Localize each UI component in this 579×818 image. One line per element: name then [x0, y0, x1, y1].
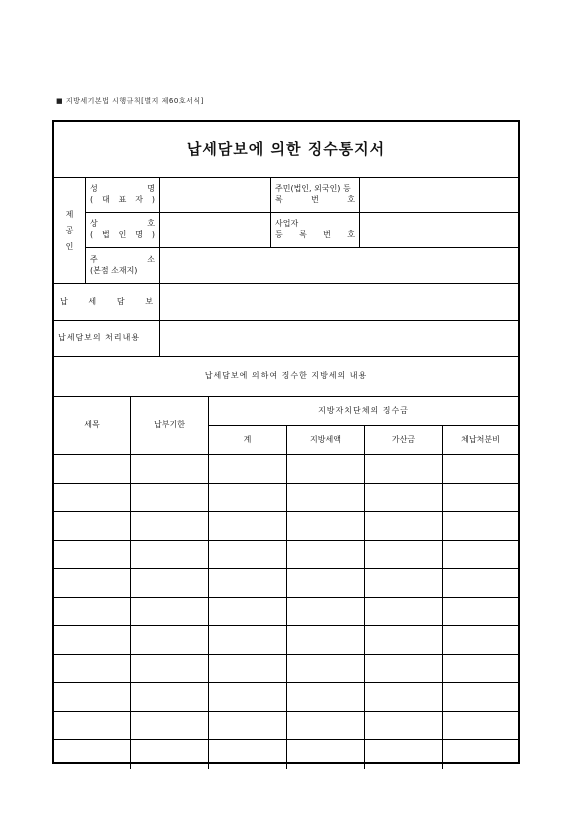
label-char: ) — [151, 230, 155, 239]
table-cell[interactable] — [443, 598, 518, 627]
name-label — [86, 178, 160, 213]
table-cell[interactable] — [54, 512, 131, 541]
table-cell[interactable] — [54, 569, 131, 598]
section-title: 납세담보에 의하여 징수한 지방세의 내용 — [54, 357, 518, 397]
table-cell[interactable] — [54, 626, 131, 655]
table-cell[interactable] — [209, 569, 287, 598]
table-cell[interactable] — [287, 455, 365, 484]
table-cell[interactable] — [54, 683, 131, 712]
address-label — [86, 248, 160, 284]
header-collection-group: 지방자치단체의 징수금 — [209, 397, 518, 426]
table-cell[interactable] — [365, 598, 443, 627]
table-cell[interactable] — [131, 569, 209, 598]
company-label-line1 — [90, 219, 155, 230]
table-cell[interactable] — [209, 655, 287, 684]
table-cell[interactable] — [365, 569, 443, 598]
label-char: ( — [90, 230, 94, 239]
label-char: 납 — [60, 296, 68, 306]
name-field[interactable] — [160, 178, 271, 213]
label-char: 자 — [135, 195, 143, 204]
table-cell[interactable] — [287, 712, 365, 741]
label-char: 성 — [90, 184, 98, 194]
label-char: 보 — [145, 296, 153, 306]
table-cell[interactable] — [131, 655, 209, 684]
label-char: 인 — [118, 230, 127, 239]
table-cell[interactable] — [365, 683, 443, 712]
table-cell[interactable] — [54, 740, 131, 769]
collateral-label-text — [60, 297, 153, 308]
address-label-line2: (본점 소재지) — [90, 265, 138, 275]
table-cell[interactable] — [131, 455, 209, 484]
name-label-line1 — [90, 184, 155, 195]
label-char: 세 — [88, 296, 97, 306]
table-cell[interactable] — [443, 712, 518, 741]
resident-number-field[interactable] — [360, 178, 518, 213]
business-number-label — [271, 213, 360, 248]
label-char: 록 — [275, 195, 283, 204]
table-cell[interactable] — [443, 541, 518, 570]
collateral-field[interactable] — [160, 284, 518, 321]
header-total: 계 — [209, 426, 287, 455]
header-delinquency-fee: 체납처분비 — [443, 426, 518, 455]
table-cell[interactable] — [287, 683, 365, 712]
provider-label — [54, 178, 86, 284]
table-cell[interactable] — [54, 655, 131, 684]
table-cell[interactable] — [287, 484, 365, 513]
table-cell[interactable] — [131, 598, 209, 627]
resident-label-line2 — [275, 195, 355, 206]
label-char: ( — [90, 195, 94, 204]
table-cell[interactable] — [365, 541, 443, 570]
table-cell[interactable] — [209, 740, 287, 769]
label-char: 록 — [299, 230, 307, 239]
header-additional-charge: 가산금 — [365, 426, 443, 455]
table-cell[interactable] — [443, 626, 518, 655]
table-cell[interactable] — [443, 683, 518, 712]
table-cell[interactable] — [365, 626, 443, 655]
table-cell[interactable] — [365, 512, 443, 541]
table-cell[interactable] — [209, 541, 287, 570]
label-char: 호 — [347, 195, 355, 204]
label-char: 명 — [147, 184, 155, 194]
table-cell[interactable] — [209, 626, 287, 655]
table-cell[interactable] — [209, 484, 287, 513]
table-cell[interactable] — [443, 455, 518, 484]
label-char: 소 — [147, 254, 155, 264]
address-label-line1 — [90, 255, 155, 266]
table-cell[interactable] — [287, 541, 365, 570]
disposition-label — [54, 321, 160, 357]
table-cell[interactable] — [287, 655, 365, 684]
table-cell[interactable] — [443, 740, 518, 769]
address-field[interactable] — [160, 248, 518, 284]
header-tax-item: 세목 — [54, 397, 131, 455]
label-char: 법 — [102, 230, 110, 239]
table-cell[interactable] — [54, 712, 131, 741]
name-label-line2 — [90, 195, 155, 206]
table-cell[interactable] — [209, 712, 287, 741]
disposition-field[interactable] — [160, 321, 518, 357]
table-cell[interactable] — [131, 712, 209, 741]
label-char: 호 — [347, 230, 355, 239]
table-cell[interactable] — [131, 541, 209, 570]
table-cell[interactable] — [365, 455, 443, 484]
table-cell[interactable] — [443, 512, 518, 541]
bizno-label-line1: 사업자 — [275, 219, 299, 229]
table-cell[interactable] — [287, 626, 365, 655]
collection-notice-form — [52, 120, 520, 764]
table-cell[interactable] — [365, 484, 443, 513]
header-due-date: 납부기한 — [131, 397, 209, 455]
table-cell[interactable] — [54, 598, 131, 627]
company-label-line2 — [90, 230, 155, 241]
table-cell[interactable] — [287, 512, 365, 541]
header-local-tax: 지방세액 — [287, 426, 365, 455]
table-cell[interactable] — [443, 569, 518, 598]
company-field[interactable] — [160, 213, 271, 248]
table-cell[interactable] — [131, 484, 209, 513]
label-char: 호 — [147, 219, 155, 229]
resident-label-line1: 주민(법인, 외국인) 등 — [275, 184, 351, 194]
label-char: 등 — [275, 230, 283, 239]
label-char: 제 — [65, 209, 74, 219]
table-cell[interactable] — [287, 569, 365, 598]
table-cell[interactable] — [365, 740, 443, 769]
table-cell[interactable] — [443, 484, 518, 513]
label-char: 번 — [311, 195, 319, 204]
table-cell[interactable] — [209, 512, 287, 541]
label-char: ) — [151, 195, 155, 204]
resident-number-label — [271, 178, 360, 213]
form-caption: ■ 지방세기본법 시행규칙[별지 제60호서식] — [56, 97, 204, 105]
table-cell[interactable] — [209, 683, 287, 712]
label-char: 명 — [135, 230, 143, 239]
label-char: 번 — [323, 230, 331, 239]
table-cell[interactable] — [287, 740, 365, 769]
table-cell[interactable] — [209, 455, 287, 484]
table-cell[interactable] — [131, 626, 209, 655]
bizno-label-line2 — [275, 230, 355, 241]
table-cell[interactable] — [209, 598, 287, 627]
collateral-label — [54, 284, 160, 321]
label-char: 담 — [116, 296, 125, 306]
table-cell[interactable] — [54, 484, 131, 513]
table-cell[interactable] — [131, 683, 209, 712]
company-label — [86, 213, 160, 248]
table-cell[interactable] — [54, 455, 131, 484]
table-cell[interactable] — [287, 598, 365, 627]
table-cell[interactable] — [54, 541, 131, 570]
label-char: 공 — [65, 225, 74, 235]
table-cell[interactable] — [131, 512, 209, 541]
label-char: 인 — [65, 241, 74, 251]
label-char: 표 — [118, 195, 127, 204]
disposition-label-text: 납세담보의 처리내용 — [58, 333, 141, 343]
table-cell[interactable] — [365, 712, 443, 741]
table-cell[interactable] — [365, 655, 443, 684]
label-char: 주 — [90, 254, 98, 264]
form-title: 납세담보에 의한 징수통지서 — [54, 122, 518, 178]
table-cell[interactable] — [131, 740, 209, 769]
table-cell[interactable] — [443, 655, 518, 684]
label-char: 상 — [90, 219, 98, 229]
business-number-field[interactable] — [360, 213, 518, 248]
label-char: 대 — [102, 195, 110, 204]
